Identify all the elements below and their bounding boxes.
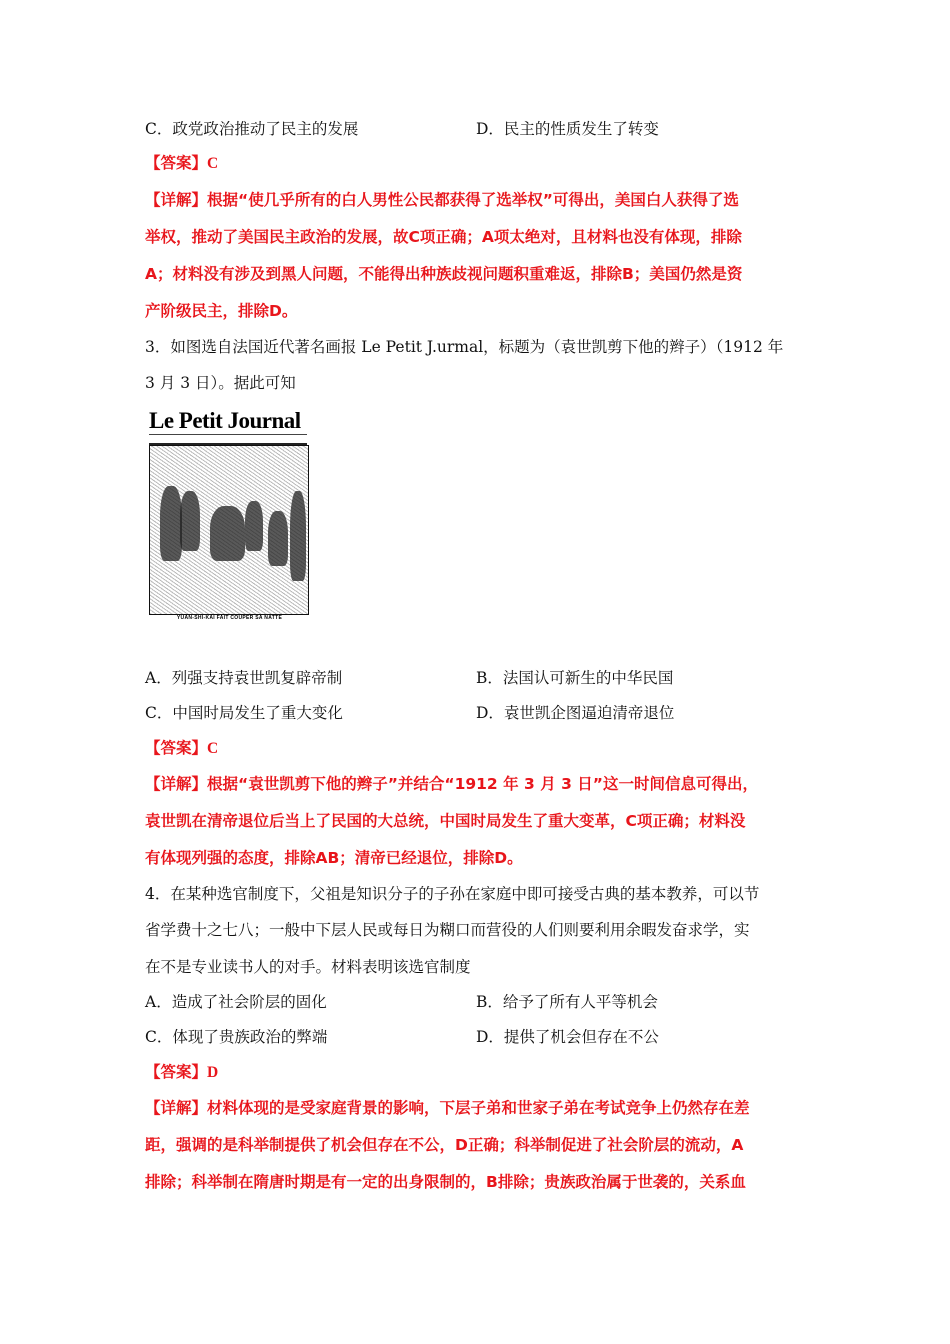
q2-explain-line <box>145 190 739 210</box>
q2-option-d: D．民主的性质发生了转变 <box>476 120 659 138</box>
q3-stem: 3 月 3 日）。据此可知 <box>145 374 296 392</box>
q2-explain-line: 产阶级民主，排除D。 <box>145 302 298 320</box>
masthead-rule <box>149 434 307 445</box>
q4-option-c: C．体现了贵族政治的弊端 <box>145 1028 328 1046</box>
q3-explain-line: 有体现列强的态度，排除AB；清帝已经退位，排除D。 <box>145 849 523 867</box>
q4-stem: 在不是专业读书人的对手。材料表明该选官制度 <box>145 958 471 976</box>
q4-answer <box>145 1062 218 1083</box>
answer-value: D <box>207 1064 219 1081</box>
q3-option-a: A．列强支持袁世凯复辟帝制 <box>145 669 343 687</box>
q3-stem: 3．如图选自法国近代著名画报 Le Petit J.urmal，标题为（袁世凯剪下他的辫子）（1912 年 <box>145 338 784 356</box>
explain-tag: 【详解】 <box>145 775 208 793</box>
explain-tag: 【详解】 <box>145 1099 208 1117</box>
illustration <box>149 445 309 615</box>
q3-option-b: B．法国认可新生的中华民国 <box>476 669 674 687</box>
explain-text: 材料体现的是受家庭背景的影响，下层子弟和世家子弟在考试竞争上仍然存在差 <box>207 1099 750 1117</box>
q4-option-d: D．提供了机会但存在不公 <box>476 1028 659 1046</box>
q2-explain-line: 举权，推动了美国民主政治的发展，故C项正确；A项太绝对，且材料也没有体现，排除 <box>145 228 742 246</box>
answer-tag: 【答案】 <box>145 154 208 172</box>
newspaper-figure <box>147 408 310 631</box>
answer-tag: 【答案】 <box>145 1063 208 1081</box>
answer-value: C <box>207 740 219 757</box>
q2-option-c: C．政党政治推动了民主的发展 <box>145 120 359 138</box>
q4-stem: 省学费十之七八；一般中下层人民或每日为糊口而营役的人们则要利用余暇发奋求学，实 <box>145 921 750 939</box>
q4-option-a: A．造成了社会阶层的固化 <box>145 993 327 1011</box>
masthead: Le Petit Journal <box>149 408 301 433</box>
explain-text: 根据“使几乎所有的白人男性公民都获得了选举权”可得出，美国白人获得了选 <box>207 191 739 209</box>
q4-explain-line <box>145 1098 750 1118</box>
q3-explain-line: 袁世凯在清帝退位后当上了民国的大总统，中国时局发生了重大变革，C项正确；材料没 <box>145 812 746 830</box>
q3-option-c: C．中国时局发生了重大变化 <box>145 704 343 722</box>
q4-explain-line: 排除；科举制在隋唐时期是有一定的出身限制的，B排除；贵族政治属于世袭的，关系血 <box>145 1173 746 1191</box>
q4-stem: 4．在某种选官制度下，父祖是知识分子的子孙在家庭中即可接受古典的基本教养，可以节 <box>145 885 760 903</box>
answer-value: C <box>207 155 219 172</box>
q4-explain-line: 距，强调的是科举制提供了机会但存在不公，D正确；科举制促进了社会阶层的流动，A <box>145 1136 744 1154</box>
answer-tag: 【答案】 <box>145 739 208 757</box>
q3-option-d: D．袁世凯企图逼迫清帝退位 <box>476 704 675 722</box>
q3-answer <box>145 738 218 759</box>
q2-answer <box>145 153 218 174</box>
q3-explain-line <box>145 774 758 794</box>
explain-text: 根据“袁世凯剪下他的辫子”并结合“1912 年 3 月 3 日”这一时间信息可得出， <box>207 775 758 793</box>
figure-caption: YUAN-SHI-KAI FAIT COUPER SA NATTE <box>176 615 283 621</box>
q4-option-b: B．给予了所有人平等机会 <box>476 993 658 1011</box>
explain-tag: 【详解】 <box>145 191 208 209</box>
q2-explain-line: A；材料没有涉及到黑人问题，不能得出种族歧视问题积重难返，排除B；美国仍然是资 <box>145 265 743 283</box>
